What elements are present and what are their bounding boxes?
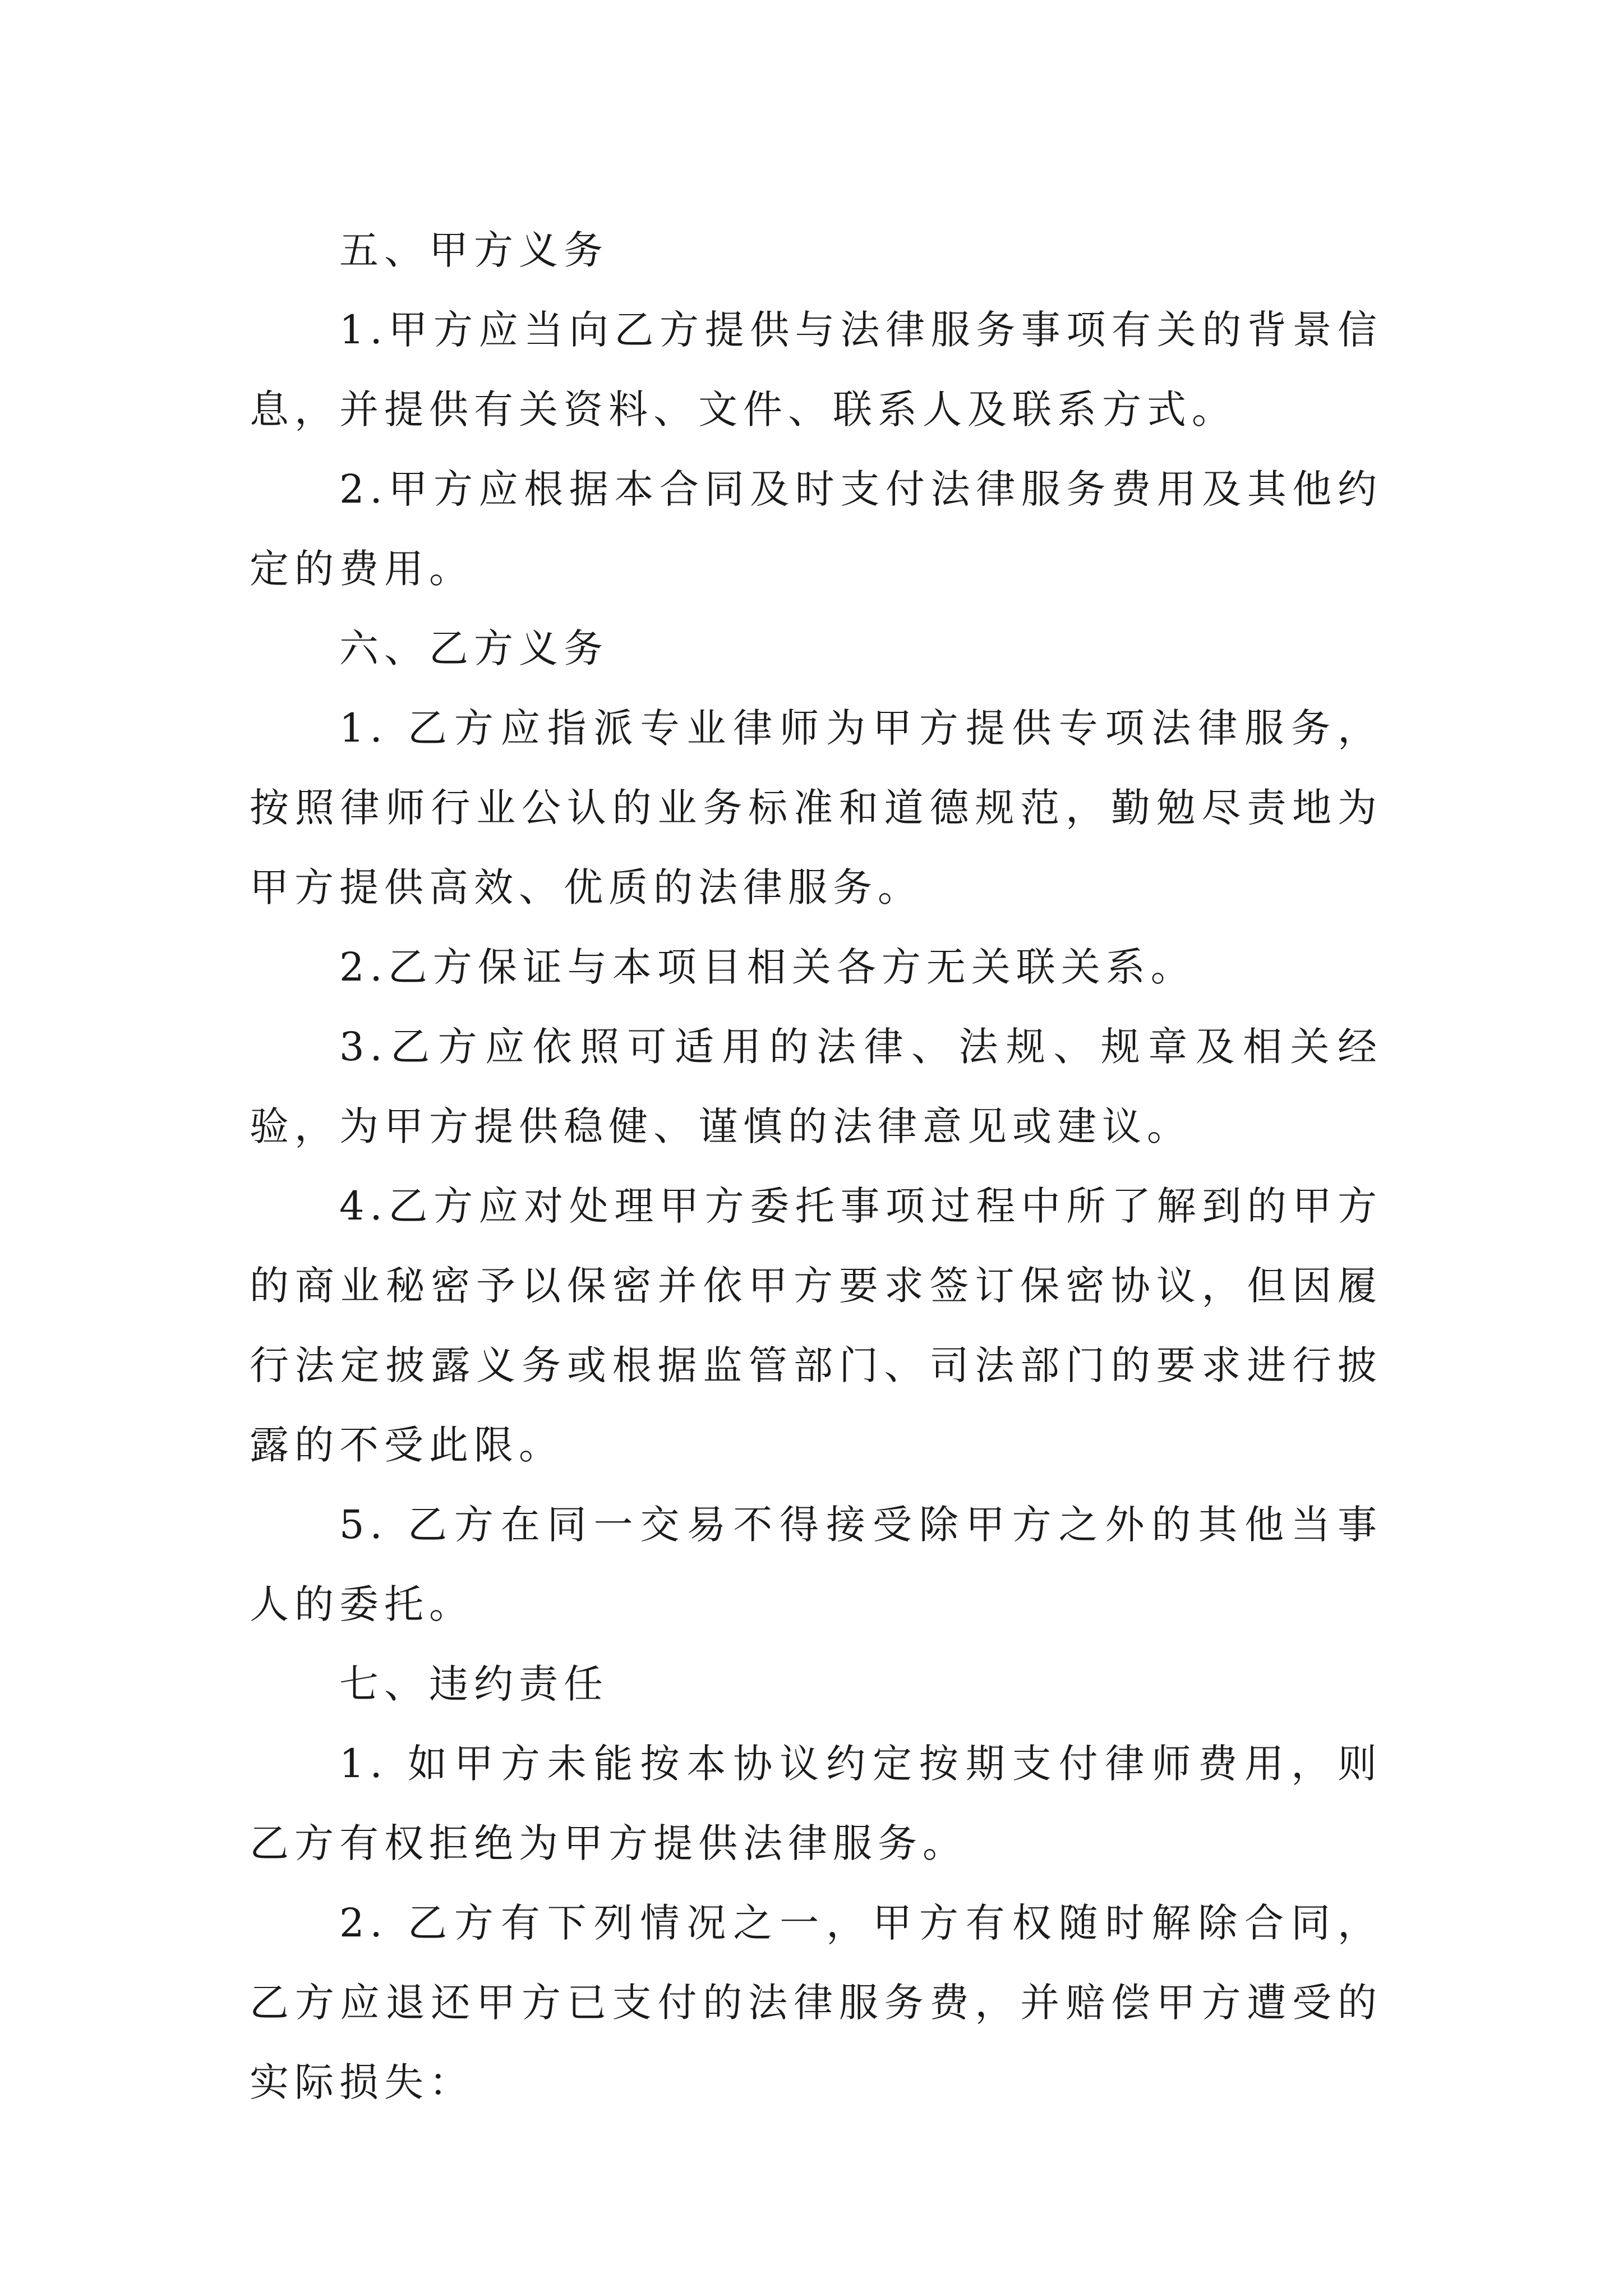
section-heading-party-a-obligations: 五、甲方义务 <box>339 227 608 273</box>
paragraph-6-1: 1. 乙方应指派专业律师为甲方提供专项法律服务，按照律师行业公认的业务标准和道德规范，勤勉尽责地为甲方提供高效、优质的法律服务。 <box>250 705 1382 910</box>
section-heading-party-b-obligations: 六、乙方义务 <box>339 625 608 671</box>
section-heading-breach-liability: 七、违约责任 <box>339 1661 608 1707</box>
paragraph-6-5: 5. 乙方在同一交易不得接受除甲方之外的其他当事人的委托。 <box>250 1502 1382 1627</box>
document-body <box>250 210 1382 2122</box>
paragraph-6-2: 2.乙方保证与本项目相关各方无关联关系。 <box>339 944 1196 990</box>
paragraph-5-1: 1.甲方应当向乙方提供与法律服务事项有关的背景信息，并提供有关资料、文件、联系人及联系方式。 <box>250 307 1382 432</box>
paragraph-6-3: 3.乙方应依照可适用的法律、法规、规章及相关经验，为甲方提供稳健、谨慎的法律意见或建议。 <box>250 1024 1382 1149</box>
paragraph-5-2: 2.甲方应根据本合同及时支付法律服务费用及其他约定的费用。 <box>250 466 1382 592</box>
paragraph-7-2: 2. 乙方有下列情况之一，甲方有权随时解除合同，乙方应退还甲方已支付的法律服务费，并赔偿甲方遭受的实际损失： <box>250 1900 1382 2105</box>
paragraph-6-4: 4.乙方应对处理甲方委托事项过程中所了解到的甲方的商业秘密予以保密并依甲方要求签订保密协议，但因履行法定披露义务或根据监管部门、司法部门的要求进行披露的不受此限。 <box>250 1183 1382 1468</box>
paragraph-7-1: 1. 如甲方未能按本协议约定按期支付律师费用，则乙方有权拒绝为甲方提供法律服务。 <box>250 1741 1382 1866</box>
